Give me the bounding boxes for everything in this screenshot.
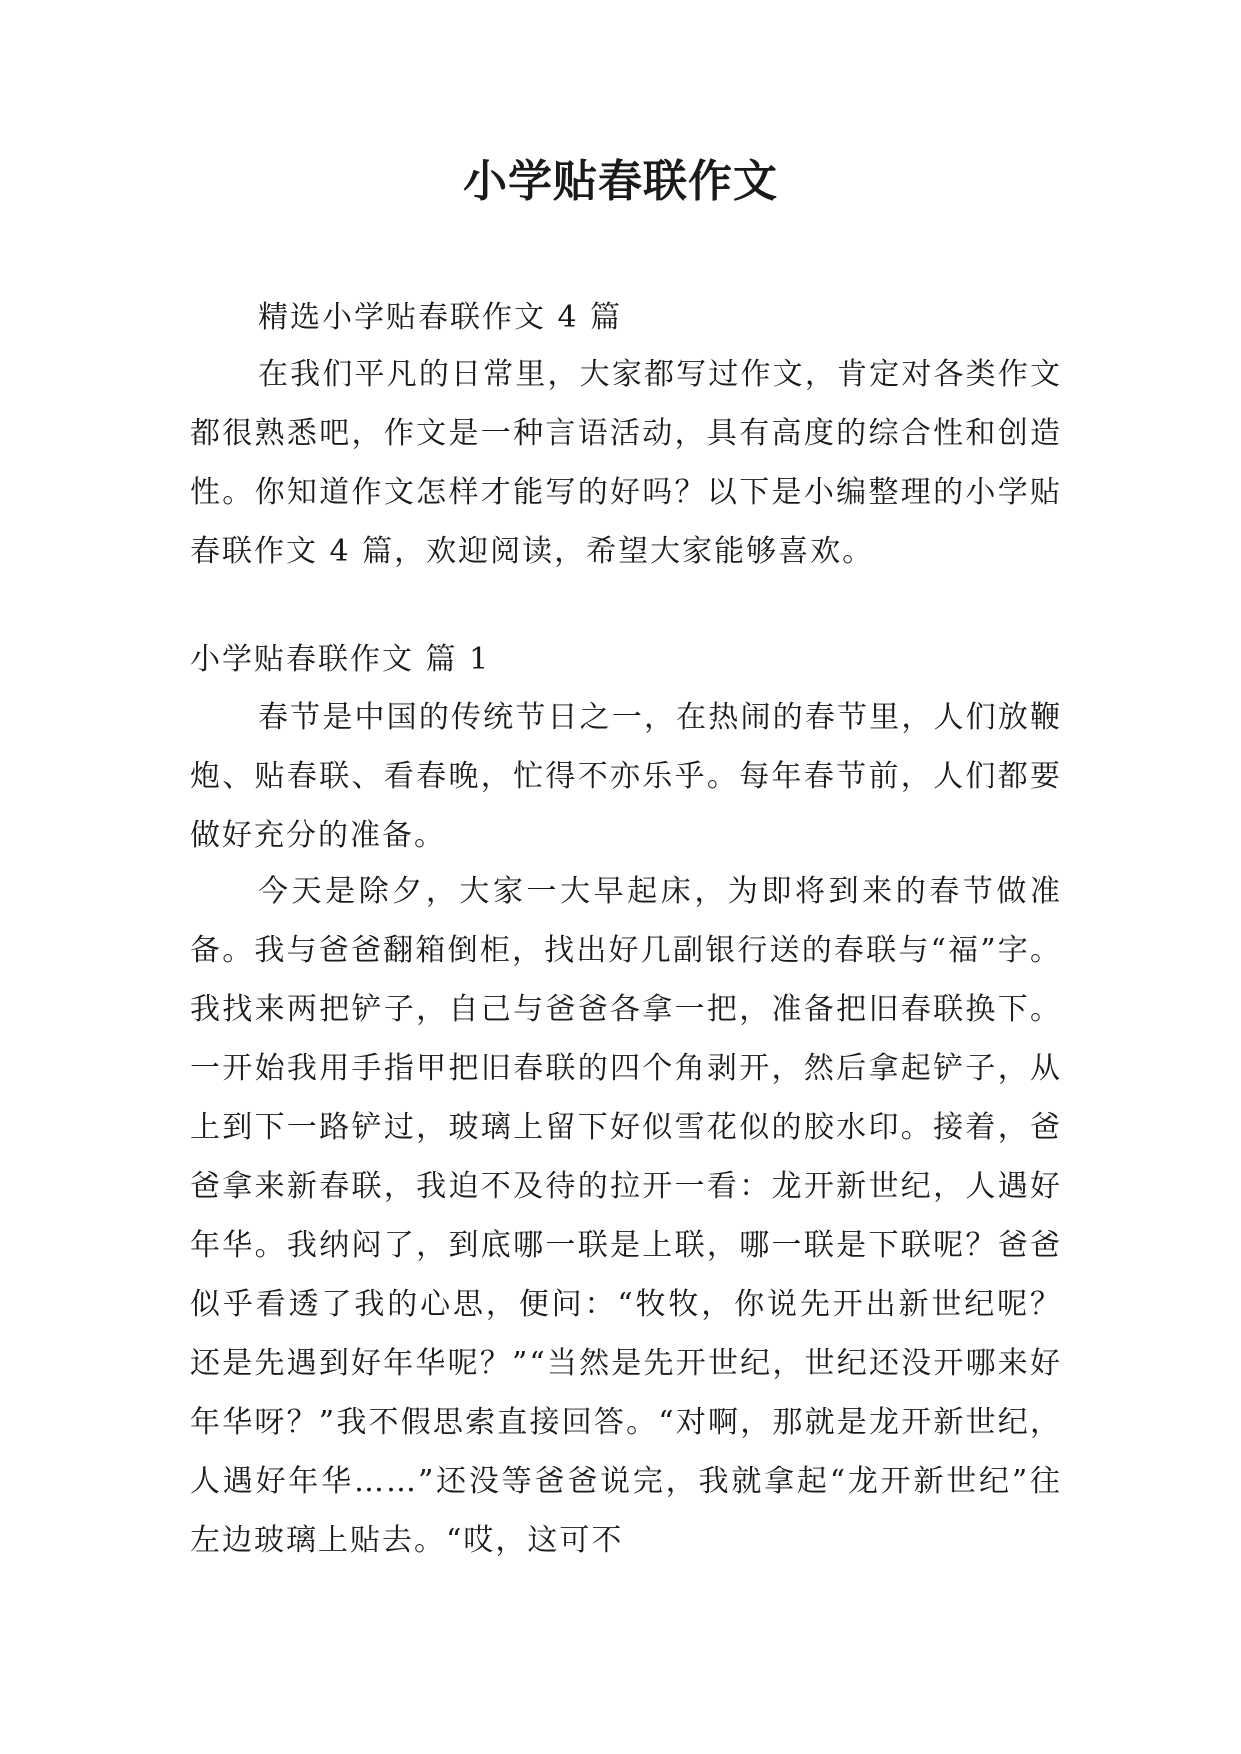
document-title: 小学贴春联作文: [463, 156, 778, 207]
body-paragraph-1: 春节是中国的传统节日之一，在热闹的春节里，人们放鞭炮、贴春联、看春晚，忙得不亦乐乎。每年春节前，人们都要做好充分的准备。: [190, 700, 1062, 853]
intro-paragraph: 在我们平凡的日常里，大家都写过作文，肯定对各类作文都很熟悉吧，作文是一种言语活动，具有高度的综合性和创造性。你知道作文怎样才能写的好吗？以下是小编整理的小学贴春联作文 4 篇，欢迎阅读，希望大家能够喜欢。: [190, 357, 1062, 569]
body-paragraph-2: 今天是除夕，大家一大早起床，为即将到来的春节做准备。我与爸爸翻箱倒柜，找出好几副银行送的春联与“福”字。我找来两把铲子，自己与爸爸各拿一把，准备把旧春联换下。一开始我用手指甲把旧春联的四个角剥开，然后拿起铲子，从上到下一路铲过，玻璃上留下好似雪花似的胶水印。接着，爸爸拿来新春联，我迫不及待的拉开一看：龙开新世纪，人遇好年华。我纳闷了，到底哪一联是上联，哪一联是下联呢？爸爸似乎看透了我的心思，便问：“牧牧，你说先开出新世纪呢？还是先遇到好年华呢？”“当然是先开世纪，世纪还没开哪来好年华呀？”我不假思索直接回答。“对啊，那就是龙开新世纪，人遇好年华……”还没等爸爸说完，我就拿起“龙开新世纪”往左边玻璃上贴去。“哎，这可不: [190, 874, 1062, 1558]
section-heading: 小学贴春联作文 篇 1: [190, 642, 491, 677]
document-subtitle: 精选小学贴春联作文 4 篇: [258, 300, 623, 335]
